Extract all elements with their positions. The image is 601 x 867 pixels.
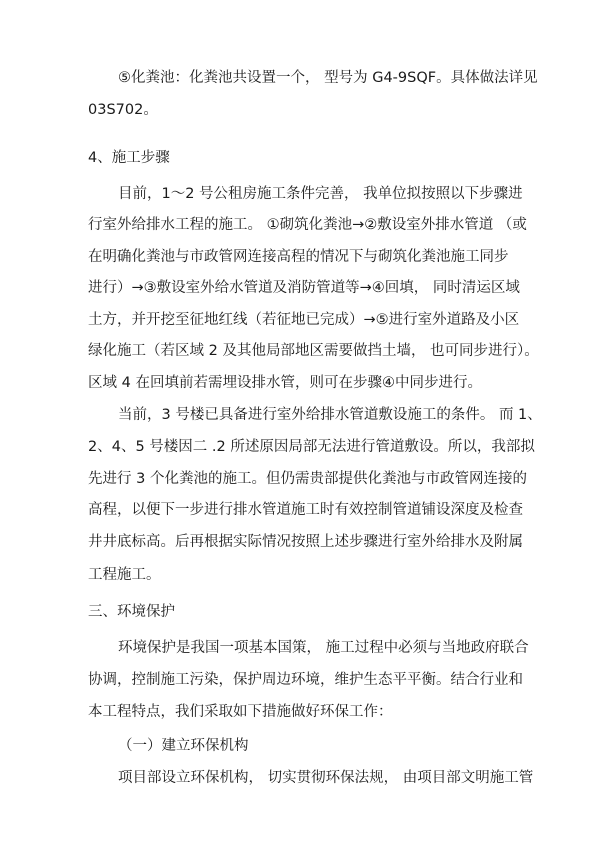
paragraph-line: 在明确化粪池与市政管网连接高程的情况下与砌筑化粪池施工同步 <box>88 249 509 265</box>
paragraph-line: 目前，1～2 号公租房施工条件完善， 我单位拟按照以下步骤进 <box>118 186 523 202</box>
paragraph-line: 进行）→③敷设室外给水管道及消防管道等→④回填， 同时清运区域 <box>88 280 520 296</box>
subsection-heading: （一）建立环保机构 <box>118 738 249 754</box>
paragraph-line: 工程施工。 <box>88 567 161 583</box>
paragraph-line: 井井底标高。后再根据实际情况按照上述步骤进行室外给排水及附属 <box>88 534 523 550</box>
paragraph-line: 先进行 3 个化粪池的施工。但仍需贵部提供化粪池与市政管网连接的 <box>88 471 527 487</box>
paragraph-line: 高程，以便下一步进行排水管道施工时有效控制管道铺设深度及检查 <box>88 502 523 518</box>
paragraph-line: 绿化施工（若区域 2 及其他局部地区需要做挡土墙， 也可同步进行）。 <box>88 343 539 359</box>
paragraph-line: 区域 4 在回填前若需埋设排水管，则可在步骤④中同步进行。 <box>88 375 482 391</box>
paragraph-line: 当前，3 号楼已具备进行室外给排水管道敷设施工的条件。 而 1、 <box>118 407 542 423</box>
paragraph-line: 土方，并开挖至征地红线（若征地已完成）→⑤进行室外道路及小区 <box>88 312 520 328</box>
paragraph-line: 项目部设立环保机构， 切实贯彻环保法规， 由项目部文明施工管 <box>118 770 534 786</box>
paragraph-line: 本工程特点，我们采取如下措施做好环保工作： <box>88 704 393 720</box>
paragraph-line: 行室外给排水工程的施工。 ①砌筑化粪池→②敷设室外排水管道 （或 <box>88 217 527 233</box>
section-heading-4: 4、施工步骤 <box>88 150 170 166</box>
paragraph-line: 环境保护是我国一项基本国策， 施工过程中必须与当地政府联合 <box>118 640 529 656</box>
paragraph-line: 03S702。 <box>88 102 158 118</box>
paragraph-line: 协调，控制施工污染，保护周边环境，维护生态平平衡。结合行业和 <box>88 672 523 688</box>
paragraph-line: 2、4、5 号楼因二 .2 所述原因局部无法进行管道敷设。所以，我部拟 <box>88 439 535 455</box>
section-heading-3: 三、环境保护 <box>88 604 175 620</box>
paragraph-line: ⑤化粪池：化粪池共设置一个， 型号为 G4-9SQF。具体做法详见 <box>118 70 538 86</box>
